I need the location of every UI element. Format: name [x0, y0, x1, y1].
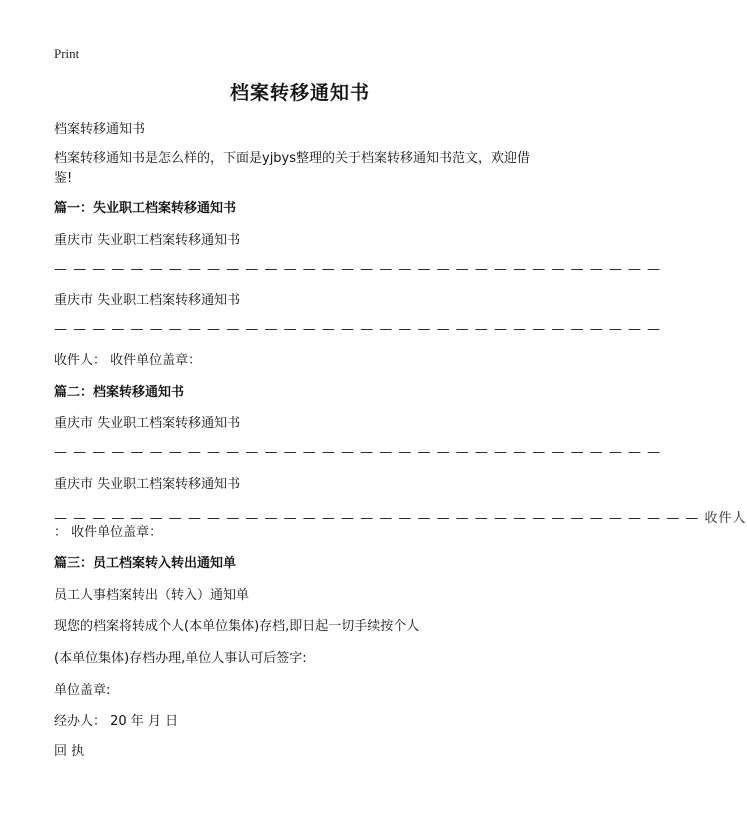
- section2-dashes2: — — — — — — — — — — — — — — — — — — — — — — — — — — — — — — — — — — 收件人: [54, 511, 747, 526]
- section2-line1: 重庆市 失业职工档案转移通知书: [54, 416, 241, 431]
- section2-heading: 篇二：档案转移通知书: [54, 385, 185, 400]
- section1-dashes2: — — — — — — — — — — — — — — — — — — — — — — — — — — — — — — — —: [54, 322, 662, 337]
- section2-receiver: ： 收件单位盖章：: [54, 525, 163, 540]
- section3-line4: 单位盖章:: [54, 683, 111, 698]
- section3-line3: (本单位集体)存档办理,单位人事认可后签字:: [54, 651, 307, 666]
- section3-line6: 回 执: [54, 744, 85, 759]
- section3-heading: 篇三：员工档案转入转出通知单: [54, 556, 237, 571]
- section3-line1: 员工人事档案转出（转入）通知单: [54, 588, 250, 603]
- section2-line2: 重庆市 失业职工档案转移通知书: [54, 477, 241, 492]
- section3-line2: 现您的档案将转成个人(本单位集体)存档,即日起一切手续按个人: [54, 619, 420, 634]
- intro-heading: 档案转移通知书: [54, 122, 146, 137]
- section1-receiver: 收件人： 收件单位盖章：: [54, 353, 202, 368]
- section1-heading: 篇一：失业职工档案转移通知书: [54, 201, 237, 216]
- section1-line2: 重庆市 失业职工档案转移通知书: [54, 293, 241, 308]
- section2-dashes1: — — — — — — — — — — — — — — — — — — — — — — — — — — — — — — — —: [54, 445, 662, 460]
- document-title: 档案转移通知书: [229, 82, 370, 104]
- print-link[interactable]: Print: [54, 46, 80, 61]
- intro-paragraph: 档案转移通知书是怎么样的，下面是yjbys整理的关于档案转移通知书范文，欢迎借鉴!: [54, 151, 531, 186]
- section1-line1: 重庆市 失业职工档案转移通知书: [54, 233, 241, 248]
- section1-dashes1: — — — — — — — — — — — — — — — — — — — — — — — — — — — — — — — —: [54, 262, 662, 277]
- section3-line5: 经办人： 20 年 月 日: [54, 714, 179, 729]
